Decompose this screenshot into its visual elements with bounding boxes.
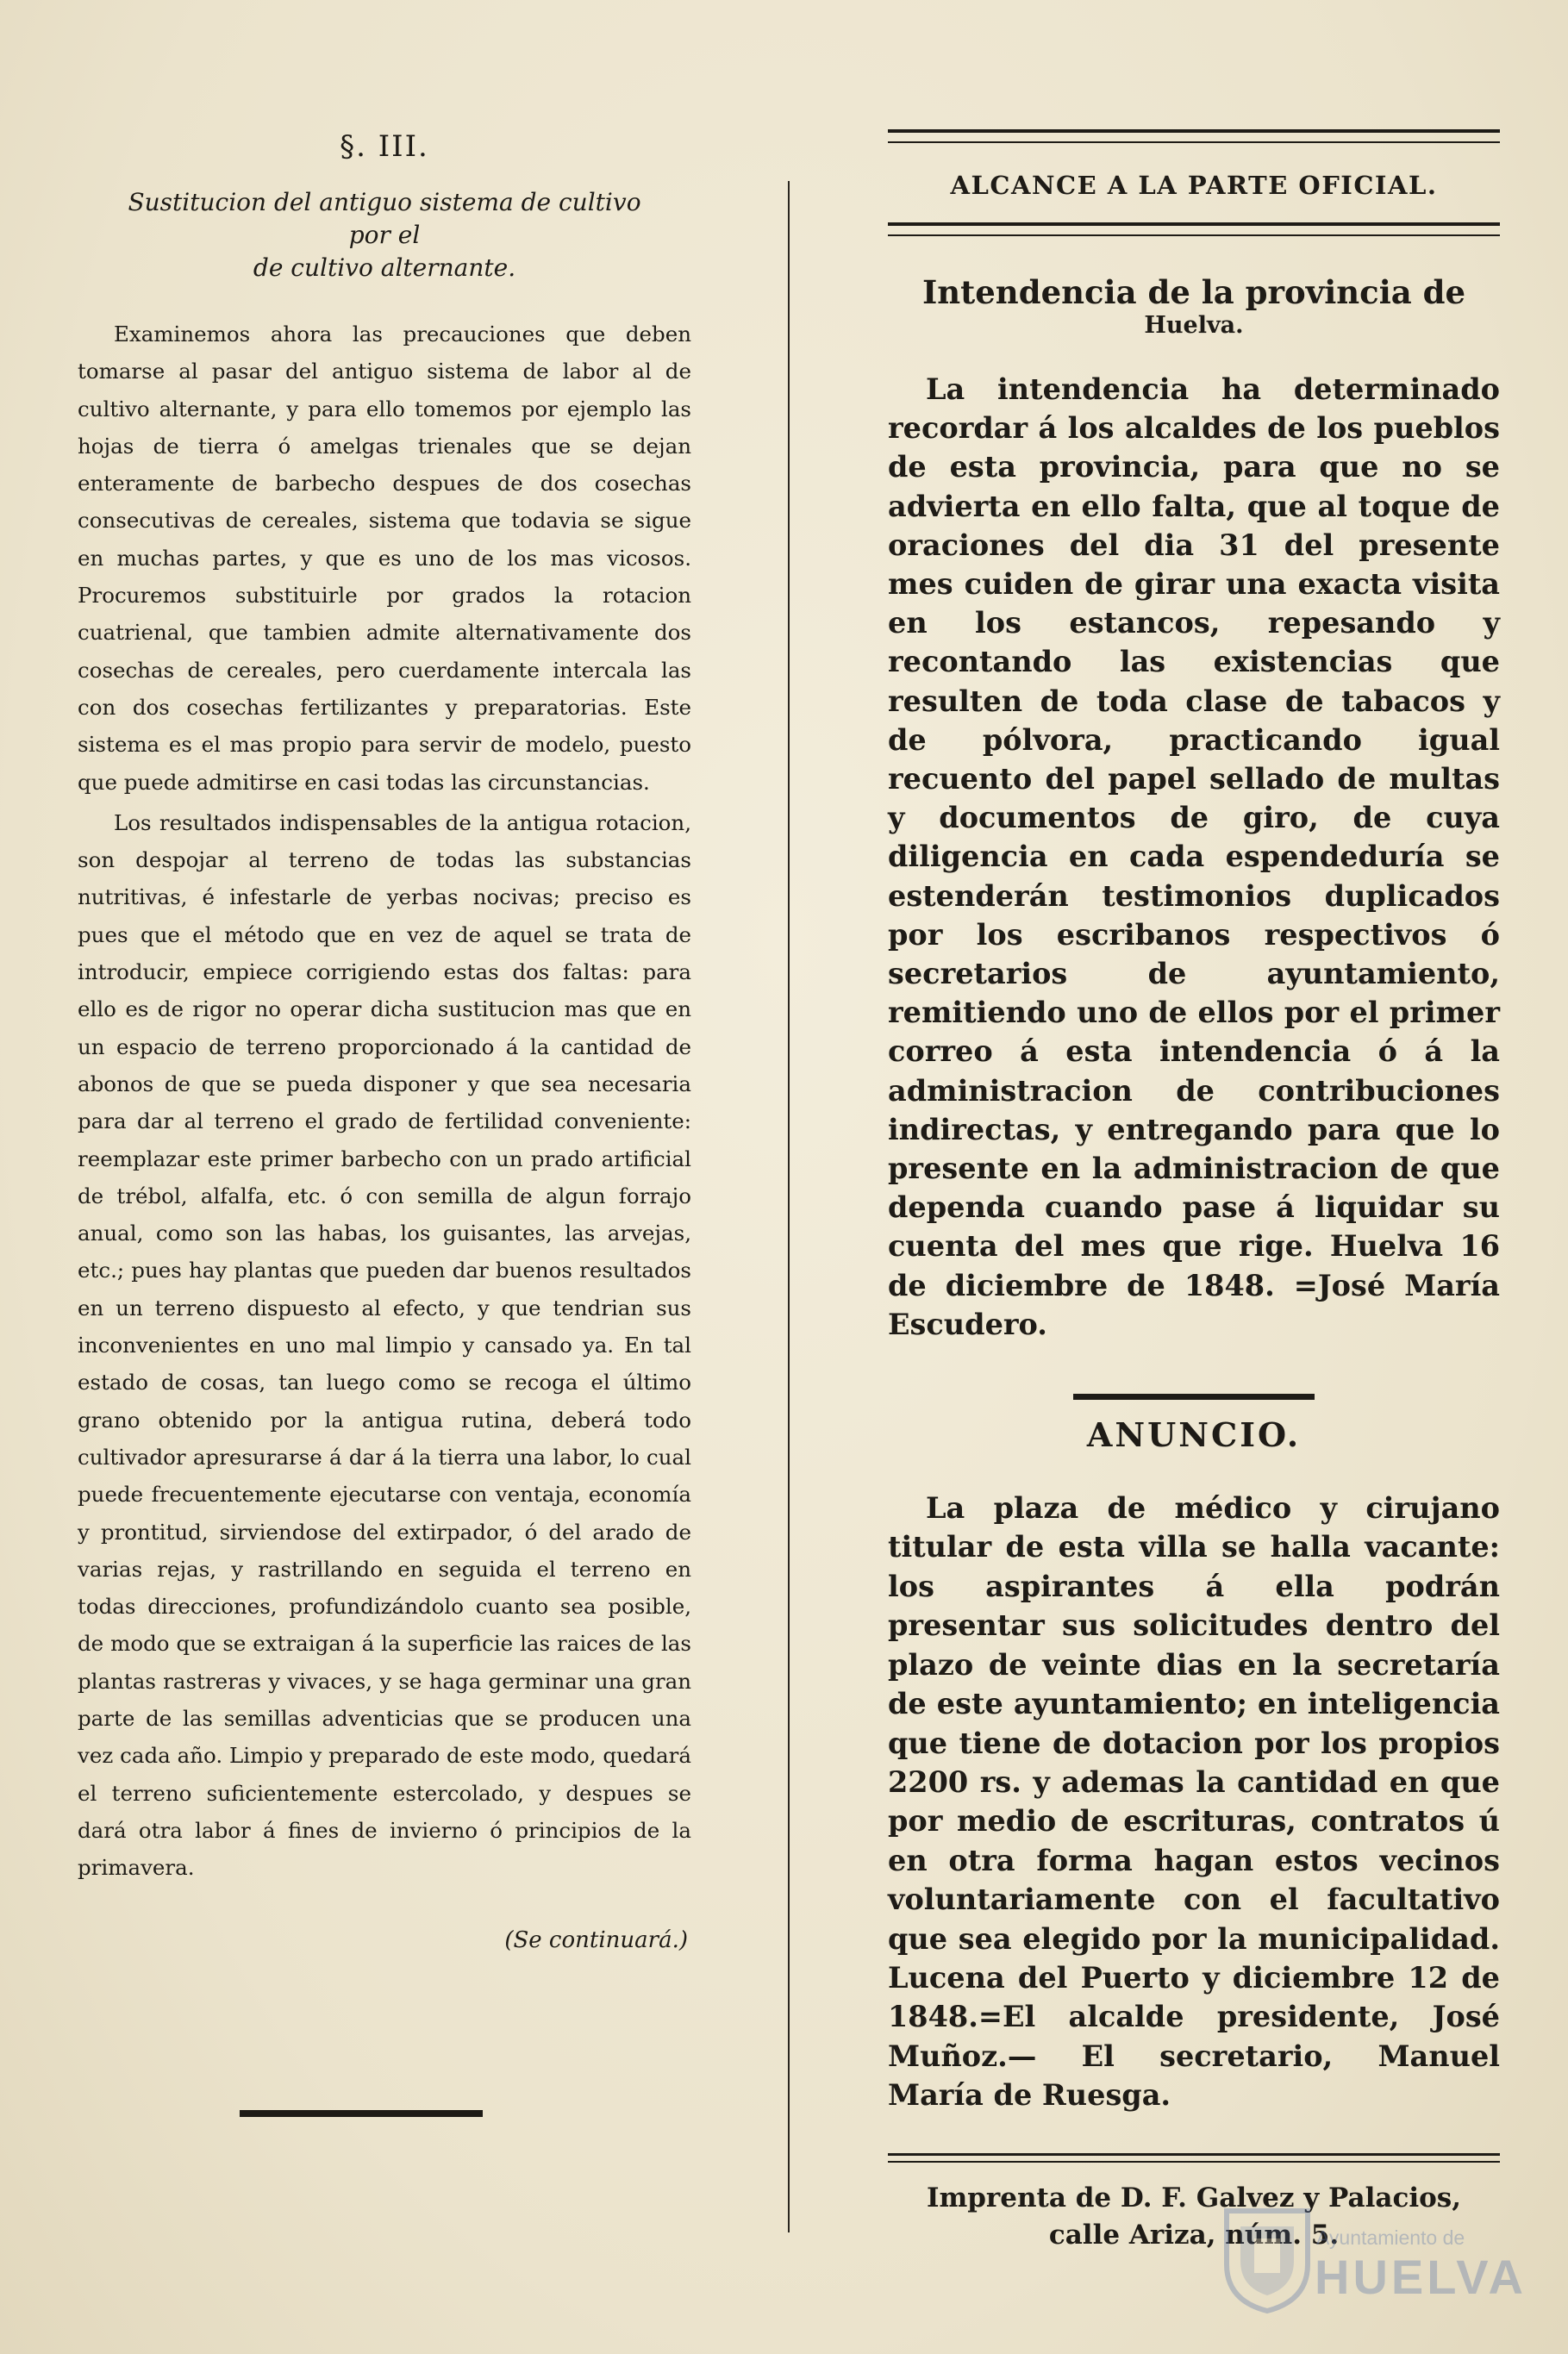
article-paragraph-1: Examinemos ahora las precauciones que deben tomarse al pasar del antiguo sistema de labor al de cultivo alternante, y para ello tomemos por ejemplo las hojas de tierra ó amelgas trienales que se dejan enteramente de barbecho despues de dos cosechas consecutivas de cereales, sistema que todavia se sigue en muchas partes, y que es uno de los mas vicosos. Procuremos substituirle por grados la rotacion cuatrienal, que tambien admite alternativamente dos cosechas de cereales, pero cuerdamente intercala las con dos cosechas fertilizantes y preparatorias. Este sistema es el mas propio para servir de modelo, puesto que puede admitirse en casi todas las circunstancias. bbox=[78, 322, 691, 795]
section-subtitle bbox=[103, 186, 665, 284]
intendencia-title: Intendencia de la provincia de bbox=[921, 273, 1466, 311]
right-column bbox=[888, 129, 1500, 2254]
intendencia-subtitle: Huelva. bbox=[1144, 312, 1244, 339]
section-number: §. III. bbox=[340, 129, 429, 164]
heading-double-rule bbox=[888, 222, 1500, 236]
subtitle-line-2: de cultivo alternante. bbox=[253, 253, 516, 282]
watermark-city-text: HUELVA bbox=[1315, 2250, 1527, 2304]
city-shield-icon bbox=[1220, 2204, 1315, 2314]
column-divider bbox=[788, 181, 790, 2232]
archive-watermark bbox=[1220, 2204, 1527, 2316]
section-separator-rule bbox=[1073, 1394, 1315, 1400]
watermark-top-text: Ayuntamiento de bbox=[1316, 2226, 1465, 2249]
anuncio-body: La plaza de médico y cirujano titular de esta villa se halla vacante: los aspirantes á ella podrán presentar sus solicitudes dentro del plazo de veinte dias en la secretaría de este ayuntamiento; en inteligencia que tiene de dotacion por los propios 2200 rs. y ademas la cantidad en que por medio de escrituras, contratos ú en otra forma hagan estos vecinos voluntariamente con el facultativo que sea elegido por la municipalidad. Lucena del Puerto y diciembre 12 de 1848.=El alcalde presidente, José Muñoz.— El secretario, Manuel María de Ruesga. bbox=[888, 1491, 1500, 2113]
article-paragraph-2: Los resultados indispensables de la antigua rotacion, son despojar al terreno de todas las substancias nutritivas, é infestarle de yerbas nocivas; preciso es pues que el método que en vez de aquel se trata de introducir, empiece corrigiendo estas dos faltas: para ello es de rigor no operar dicha sustitucion mas que en un espacio de terreno proporcionado á la cantidad de abonos de que se pueda disponer y que sea necesaria para dar al terreno el grado de fertilidad conveniente: reemplazar este primer barbecho con un prado artificial de trébol, alfalfa, etc. ó con semilla de algun forrajo anual, como son las habas, los guisantes, las arvejas, etc.; pues hay plantas que pueden dar buenos resultados en un terreno dispuesto al efecto, y que tendrian sus inconvenientes en uno mal limpio y cansado ya. En tal estado de cosas, tan luego como se recoga el último grano obtenido por la antigua rutina, deberá todo cultivador apresurarse á dar á la tierra una labor, lo cual puede frecuentemente ejecutarse con ventaja, economía y prontitud, sirviendose del extirpador, ó del arado de varias rejas, y rastrillando en seguida el terreno en todas direcciones, profundizándolo cuanto sea posible, de modo que se extraigan á la superficie las raices de las plantas rastreras y vivaces, y se haga germinar una gran parte de las semillas adventicias que se producen una vez cada año. Limpio y preparado de este modo, quedará el terreno suficientemente estercolado, y despues se dará otra labor á fines de invierno ó principios de la primavera. bbox=[78, 809, 691, 1881]
subtitle-line-1: Sustitucion del antiguo sistema de cultivo por el bbox=[128, 188, 641, 249]
left-end-rule bbox=[240, 2110, 483, 2117]
continued-note: (Se continuará.) bbox=[504, 1927, 688, 1954]
official-section-heading: ALCANCE A LA PARTE OFICIAL. bbox=[950, 171, 1438, 200]
article-body bbox=[78, 315, 691, 1886]
footer-double-rule bbox=[888, 2153, 1500, 2163]
left-column bbox=[78, 129, 691, 1953]
intendencia-notice: La intendencia ha determinado recordar á los alcaldes de los pueblos de esta provincia, para que no se advierta en ello falta, que al toque de oraciones del dia 31 del presente mes cuiden de girar una exacta visita en los estancos, repesando y recontando las existencias que resulten de toda clase de tabacos y de pólvora, practicando igual recuento del papel sellado de multas y documentos de giro, de cuya diligencia en cada espendeduría se estenderán testimonios duplicados por los escribanos respectivos ó secretarios de ayuntamiento, remitiendo uno de ellos por el primer correo á esta intendencia ó á la administracion de contribuciones indirectas, y entregando para que lo presente en la administracion de que dependa cuando pase á liquidar su cuenta del mes que rige. Huelva 16 de diciembre de 1848. =José María Escudero. bbox=[888, 372, 1500, 1341]
top-double-rule bbox=[888, 129, 1500, 143]
anuncio-title: ANUNCIO. bbox=[1086, 1415, 1302, 1455]
printer-imprint: Imprenta de D. F. Galvez y Palacios, calle Ariza, núm. 5. bbox=[926, 2182, 1462, 2251]
